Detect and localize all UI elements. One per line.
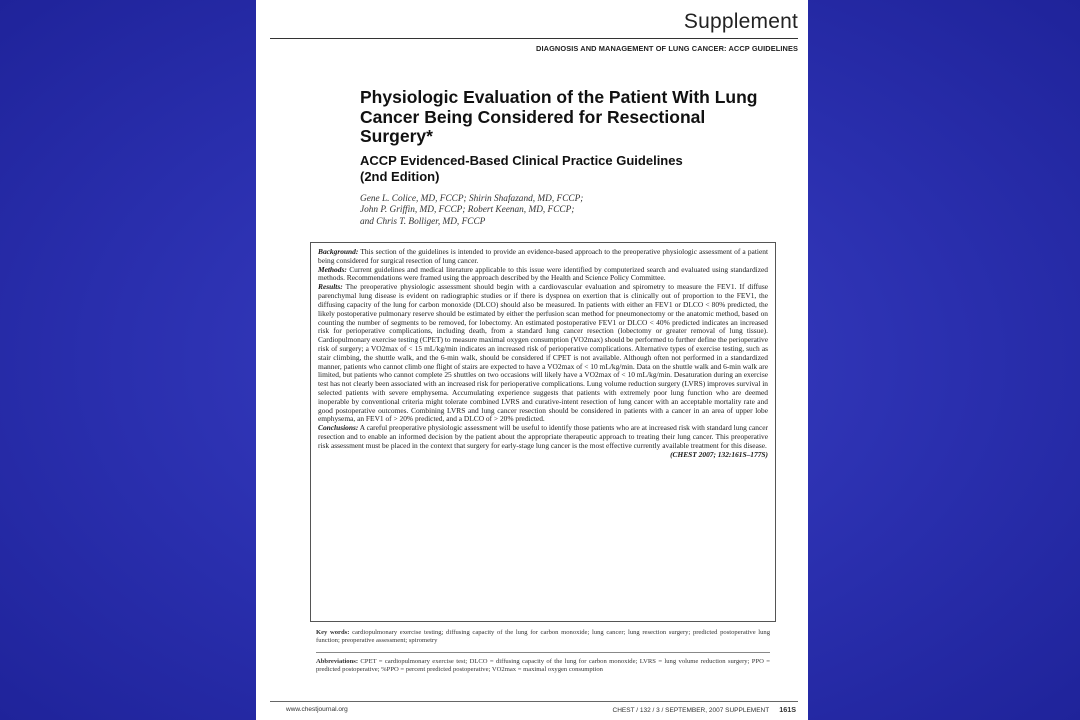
keywords: Key words: cardiopulmonary exercise testing; diffusing capacity of the lung for carbon monoxide; lung cancer; lung resection surgery; predicted postoperative lung function; preoperative assessment; spirometry <box>316 629 770 644</box>
abstract-box <box>310 242 776 622</box>
supplement-label: Supplement <box>683 10 798 33</box>
abstract-methods: Methods: Current guidelines and medical literature applicable to this issue were identified by computerized search and evaluated using standardized methods. Recommendations were framed using the approach described by the Health and Science Policy Committee. <box>318 264 768 283</box>
footer-website: www.chestjournal.org <box>286 706 348 713</box>
author-list <box>360 194 680 228</box>
article-subtitle: ACCP Evidenced-Based Clinical Practice Guidelines (2nd Edition) <box>360 153 683 184</box>
journal-page <box>256 0 808 720</box>
abstract-conclusions: Conclusions: A careful preoperative physiologic assessment will be useful to identify those patients who are at increased risk with standard lung cancer resection and to enable an informed decision by the patient about the appropriate therapeutic approach to treating their lung cancer. This preoperative risk assessment must be placed in the context that surgery for early-stage lung cancer is the most effective currently available treatment for this disease. (CHEST 2007; 132:161S–177S) <box>318 423 768 459</box>
abstract-background: Background: This section of the guidelines is intended to provide an evidence-based approach to the preoperative physiologic assessment of a patient being considered for surgical resection of lung cancer. <box>318 247 768 265</box>
page-number: 161S <box>779 705 796 714</box>
author-line: John P. Griffin, MD, FCCP; Robert Keenan, MD, FCCP; <box>360 205 575 216</box>
footer-journal: CHEST / 132 / 3 / SEPTEMBER, 2007 SUPPLEMENT 161S <box>612 705 796 714</box>
footer-rule <box>270 701 798 702</box>
citation: (CHEST 2007; 132:161S–177S) <box>670 449 768 459</box>
header-rule <box>270 38 798 39</box>
author-line: Gene L. Colice, MD, FCCP; Shirin Shafazand, MD, FCCP; <box>360 194 584 204</box>
section-heading: DIAGNOSIS AND MANAGEMENT OF LUNG CANCER: ACCP GUIDELINES <box>536 44 798 53</box>
article-title: Physiologic Evaluation of the Patient With Lung Cancer Being Considered for Resectional Surgery* <box>360 87 758 147</box>
abbreviations: Abbreviations: CPET = cardiopulmonary exercise test; DLCO = diffusing capacity of the lung for carbon monoxide; LVRS = lung volume reduction surgery; PPO = predicted postoperative; %PPO = percent predicted postoperative; VO2max = maximal oxygen consumption <box>316 658 770 673</box>
author-line: and Chris T. Bolliger, MD, FCCP <box>360 216 486 227</box>
abstract-results: Results: The preoperative physiologic assessment should begin with a cardiovascular evaluation and spirometry to measure the FEV1. If diffuse parenchymal lung disease is evident on radiographic studies or if there is dyspnea on exertion that is clinically out of proportion to the FEV1, the diffusing capacity of the lung for carbon monoxide (DLCO) should also be measured. In patients with either an FEV1 or DLCO < 80% predicted, the likely postoperative pulmonary reserve should be estimated by either the perfusion scan method for pneumonectomy or the anatomic method, based on counting the number of segments to be removed, for lobectomy. An estimated postoperative FEV1 or DLCO < 40% predicted indicates an increased risk for perioperative complications, including death, from a standard lung cancer resection (lobectomy or greater removal of lung tissue). Cardiopulmonary exercise testing (CPET) to measure maximal oxygen consumption (VO2max) should be performed to further define the perioperative risk of surgery; a VO2max of < 15 mL/kg/min indicates an increased risk of perioperative complications. Alternative types of exercise testing, such as stair climbing, the shuttle walk, and the 6-min walk, should be considered if CPET is not available. Although often not performed in a standardized manner, patients who cannot climb one flight of stairs are expected to have a VO2max of < 10 mL/kg/min. Data on the shuttle walk and 6-min walk are limited, but patients who cannot complete 25 shuttles on two occasions will likely have a VO2max of < 10 mL/kg/min. Desaturation during an exercise test has not clearly been associated with an increased risk for perioperative complications. Lung volume reduction surgery (LVRS) improves survival in selected patients with severe emphysema. Accumulating experience suggests that patients with extremely poor lung function who are deemed inoperable by conventional criteria might tolerate combined LVRS and curative-intent resection of lung cancer with an acceptable mortality rate and good postoperative outcomes. Combining LVRS and lung cancer resection should be considered in patients with a cancer in an area of upper lobe emphysema, an FEV1 of > 20% predicted, and a DLCO of > 20% predicted. <box>318 282 768 424</box>
keywords-rule <box>316 652 770 653</box>
